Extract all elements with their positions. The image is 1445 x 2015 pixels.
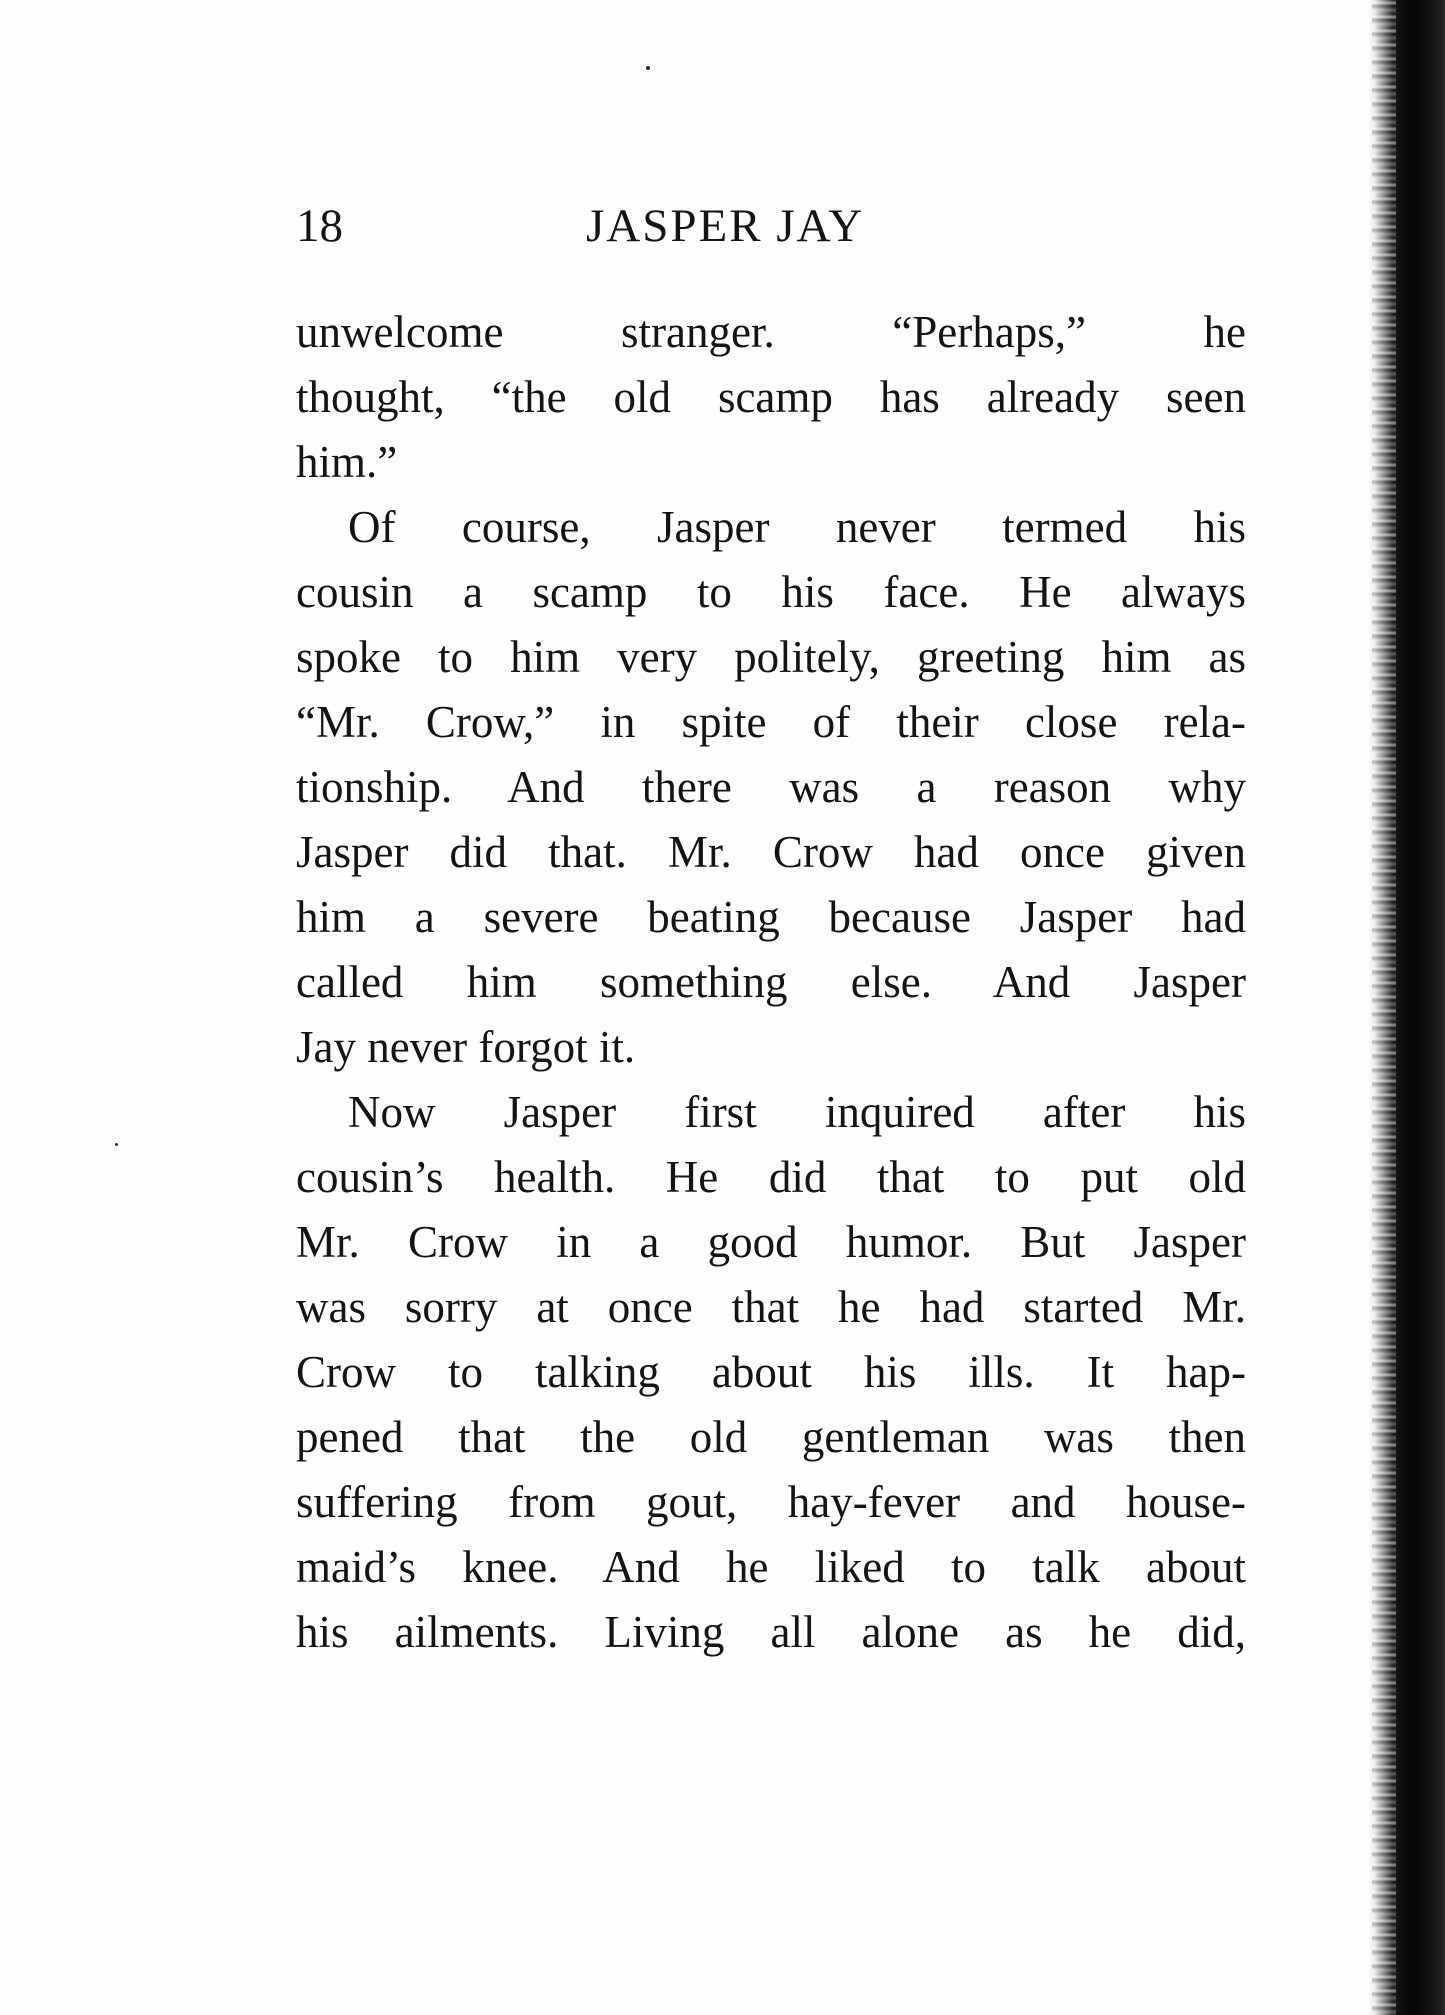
ink-speck [646,66,650,70]
text-line: him.” [296,437,398,487]
text-line: cousin a scamp to his face. He always [296,567,1246,617]
text-line: unwelcome stranger. “Perhaps,” he [296,307,1246,357]
text-line: “Mr. Crow,” in spite of their close rela- [296,697,1246,747]
text-line: pened that the old gentleman was then [296,1412,1246,1462]
page-number: 18 [296,200,343,252]
text-line: him a severe beating because Jasper had [296,892,1246,942]
text-line: his ailments. Living all alone as he did, [296,1607,1246,1657]
text-line: Crow to talking about his ills. It hap- [296,1347,1246,1397]
text-line: maid’s knee. And he liked to talk about [296,1542,1246,1592]
text-line: was sorry at once that he had started Mr. [296,1282,1246,1332]
binding-edge-grain [1372,0,1396,2015]
text-line: Of course, Jasper never termed his [348,502,1246,552]
text-line: thought, “the old scamp has already seen [296,372,1246,422]
text-line: tionship. And there was a reason why [296,762,1246,812]
text-line: cousin’s health. He did that to put old [296,1152,1246,1202]
text-line: Jay never forgot it. [296,1022,636,1072]
text-line: Jasper did that. Mr. Crow had once given [296,827,1246,877]
text-line: Mr. Crow in a good humor. But Jasper [296,1217,1246,1267]
text-line: suffering from gout, hay-fever and house- [296,1477,1246,1527]
text-line: called him something else. And Jasper [296,957,1246,1007]
text-line: spoke to him very politely, greeting him as [296,632,1246,682]
ink-speck [115,1143,118,1146]
body-text [296,300,1246,1665]
running-head: JASPER JAY [586,200,865,252]
text-line: Now Jasper first inquired after his [348,1087,1246,1137]
page-header [296,196,1246,256]
